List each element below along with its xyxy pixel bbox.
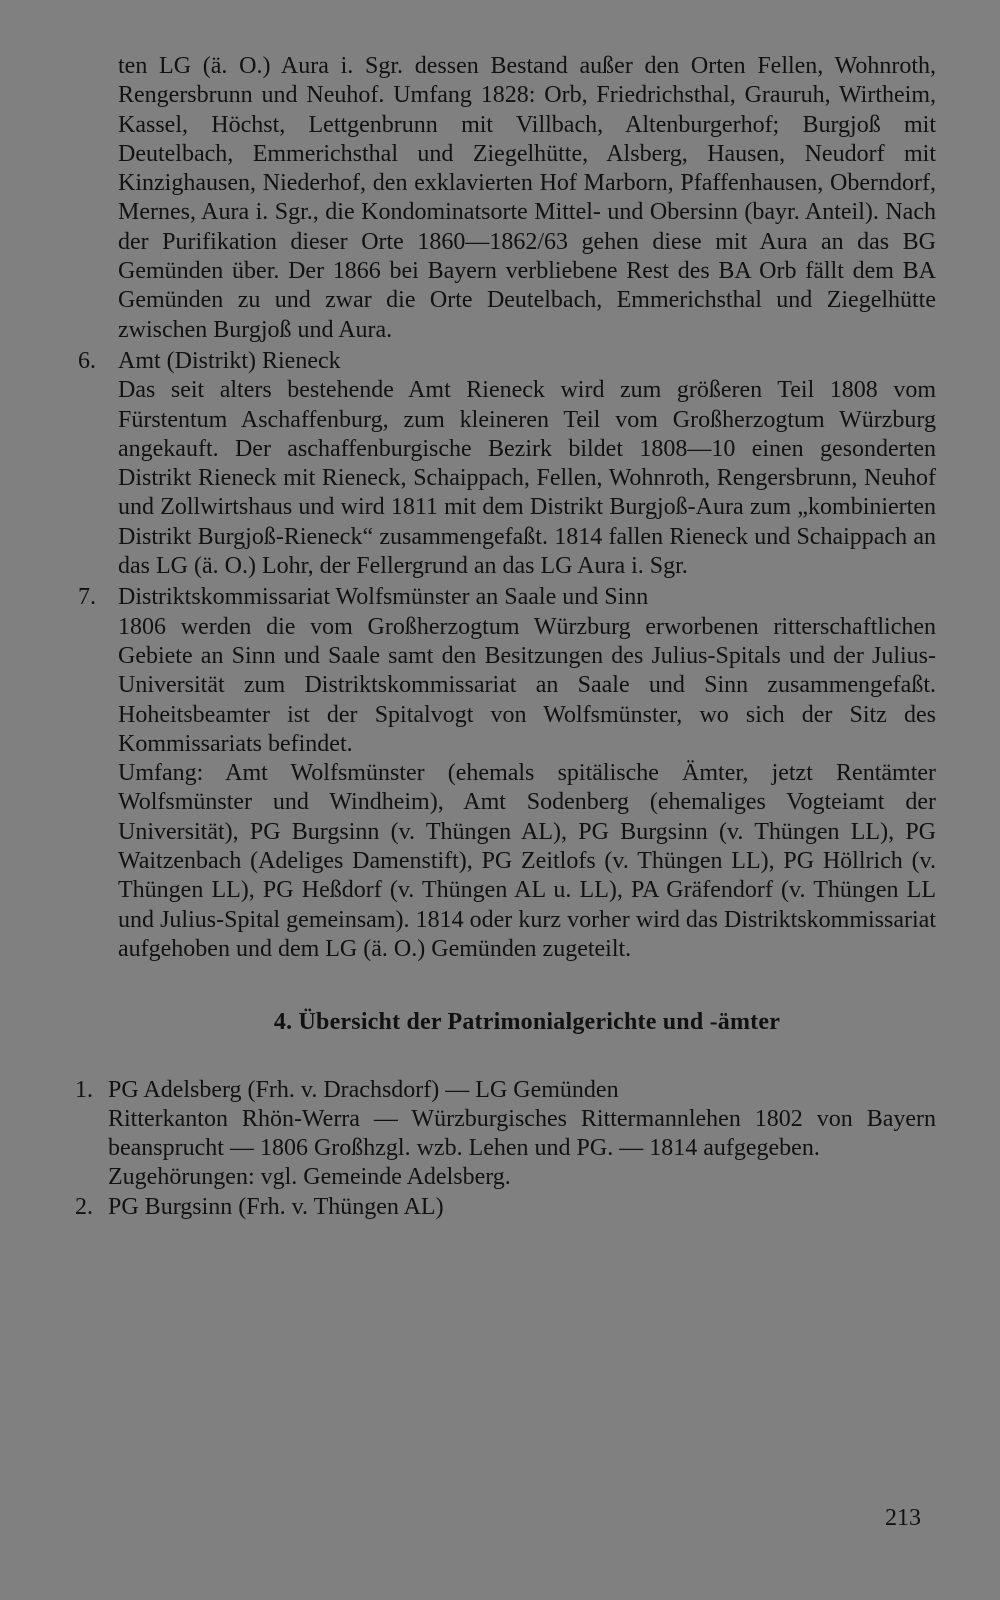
item-paragraph: Das seit alters bestehende Amt Rieneck wird zum größeren Teil 1808 vom Fürstentum Aschaffenburg, zum kleineren Teil vom Großherzogtum Würzburg angekauft. Der aschaffenburgische Bezirk bildet 1808—10 einen gesonderten Distrikt Rieneck mit Rieneck, Schaippach, Fellen, Wohnroth, Rengersbrunn, Neuhof und Zollwirtshaus und wird 1811 mit dem Distrikt Burgjoß-Aura zum „kombinierten Distrikt Burgjoß-Rieneck“ zusammengefaßt. 1814 fallen Rieneck und Schaippach an das LG (ä. O.) Lohr, der Fellergrund an das LG Aura i. Sgr. xyxy=(118,377,936,580)
page-number: 213 xyxy=(885,1505,921,1531)
item-amt-rieneck xyxy=(78,347,936,581)
item-number: 7. xyxy=(78,584,96,611)
pg-line: Ritterkanton Rhön-Werra — Würzburgisches Rittermannlehen 1802 von Bayern beansprucht — 1806 Großhzgl. wzb. Lehen und PG. — 1814 aufgegeben. xyxy=(108,1105,936,1162)
item-heading: Distriktskommissariat Wolfsmünster an Saale und Sinn xyxy=(118,584,649,611)
item-heading: Amt (Distrikt) Rieneck xyxy=(118,347,341,374)
pg-item-number: 1. xyxy=(75,1076,93,1103)
item-paragraph: 1806 werden die vom Großherzogtum Würzburg erworbenen ritterschaftlichen Gebiete an Sinn und Saale samt den Besitzungen des Julius-Spitals und der Julius-Universität zum Distriktskommissariat an Saale und Sinn zusammengefaßt. Hoheitsbeamter ist der Spitalvogt von Wolfsmünster, wo sich der Sitz des Kommissariats befindet. xyxy=(118,613,936,757)
pg-list xyxy=(75,1076,936,1222)
pg-line: PG Burgsinn (Frh. v. Thüngen AL) xyxy=(108,1193,444,1220)
pg-item-burgsinn xyxy=(75,1193,936,1222)
item-paragraph: Umfang: Amt Wolfsmünster (ehemals spitälische Ämter, jetzt Rentämter Wolfsmünster und Windheim), Amt Sodenberg (ehemaliges Vogteiamt der Universität), PG Burgsinn (v. Thüngen AL), PG Burgsinn (v. Thüngen LL), PG Waitzenbach (Adeliges Damenstift), PG Zeitlofs (v. Thüngen LL), PG Höllrich (v. Thüngen LL), PG Heßdorf (v. Thüngen AL u. LL), PA Gräfendorf (v. Thüngen LL und Julius-Spital gemeinsam). 1814 oder kurz vorher wird das Distriktskommissariat aufgehoben und dem LG (ä. O.) Gemünden zugeteilt. xyxy=(118,760,936,962)
item-distriktskommissariat xyxy=(78,583,936,964)
pg-line: PG Adelsberg (Frh. v. Drachsdorf) — LG Gemünden xyxy=(108,1076,619,1103)
section-title: 4. Übersicht der Patrimonialgerichte und -ämter xyxy=(273,1009,781,1036)
pg-item-number: 2. xyxy=(75,1193,93,1220)
page-body xyxy=(75,52,936,1222)
intro-paragraph: ten LG (ä. O.) Aura i. Sgr. dessen Bestand außer den Orten Fellen, Wohnroth, Rengersbrunn und Neuhof. Umfang 1828: Orb, Friedrichsthal, Grauruh, Wirtheim, Kassel, Höchst, Lettgenbrunn mit Villbach, Altenburgerhof; Burgjoß mit Deutelbach, Emmerichsthal und Ziegelhütte, Alsberg, Hausen, Neudorf mit Kinzighausen, Niederhof, den exklavierten Hof Marborn, Pfaffenhausen, Oberndorf, Mernes, Aura i. Sgr., die Kondominatsorte Mittel- und Obersinn (bayr. Anteil). Nach der Purifikation dieser Orte 1860—1862/63 gehen diese mit Aura an das BG Gemünden über. Der 1866 bei Bayern verbliebene Rest des BA Orb fällt dem BA Gemünden zu und zwar die Orte Deutelbach, Emmerichsthal und Ziegelhütte zwischen Burgjoß und Aura. xyxy=(118,53,936,343)
pg-item-adelsberg xyxy=(75,1076,936,1193)
item-number: 6. xyxy=(78,347,96,374)
pg-line: Zugehörungen: vgl. Gemeinde Adelsberg. xyxy=(108,1164,511,1191)
